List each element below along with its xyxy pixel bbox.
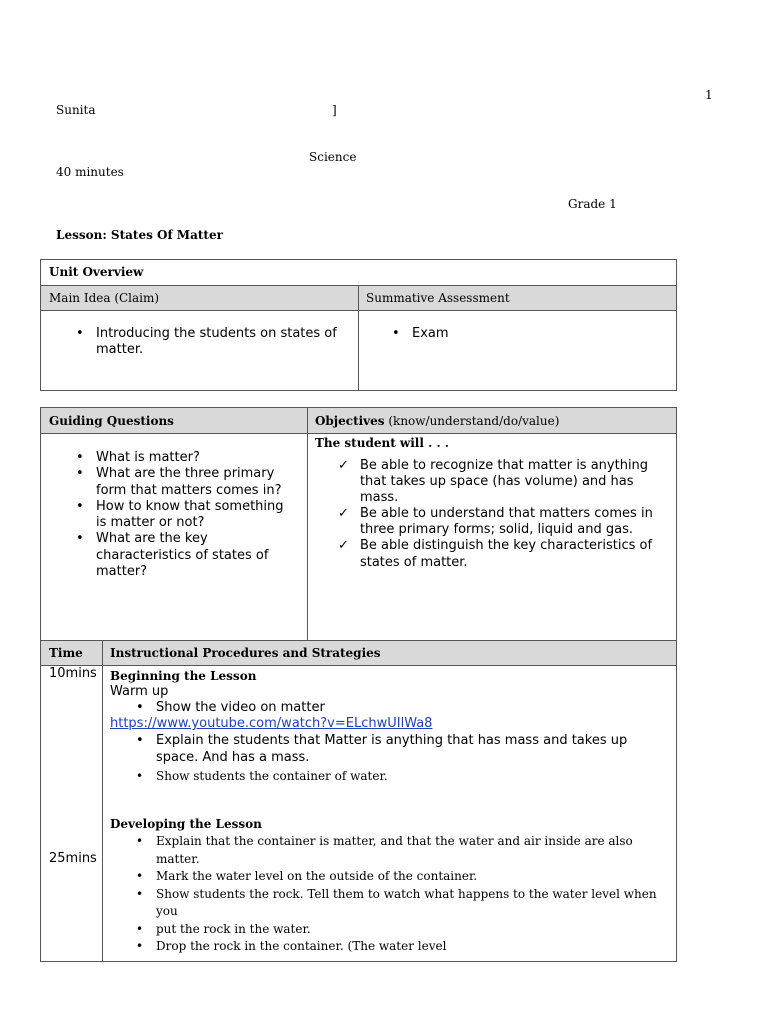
list-item: • Drop the rock in the container. (The water level (156, 938, 666, 956)
bullet-icon: • (76, 326, 84, 341)
objectives-header: Objectives (know/understand/do/value) (314, 414, 560, 428)
list-item: • How to know that something is matter or not? (76, 498, 284, 531)
bullet-icon: • (136, 834, 144, 849)
checkmark-icon: ✓ (337, 458, 349, 473)
bullet-icon: • (136, 700, 144, 715)
unit-overview-title: Unit Overview (49, 265, 144, 279)
main-idea-header: Main Idea (Claim) (49, 291, 160, 305)
lesson-title: Lesson: States Of Matter (56, 228, 223, 242)
guiding-header: Guiding Questions (49, 414, 174, 428)
guiding-questions-cell (41, 434, 308, 641)
video-link[interactable]: https://www.youtube.com/watch?v=ELchwUIlWa8 (110, 716, 433, 732)
summative-cell (359, 311, 677, 391)
main-idea-header-cell (41, 286, 359, 311)
bullet-icon: • (136, 886, 144, 901)
subject: Science (309, 150, 357, 164)
beginning-title: Beginning the Lesson (110, 669, 257, 683)
time-header: Time (49, 646, 83, 660)
list-item: • What is matter? (76, 450, 200, 465)
beginning-list-a (103, 700, 676, 716)
list-item: • Show students the container of water. (136, 768, 388, 783)
objectives-list (308, 450, 676, 571)
bullet-icon: • (136, 921, 144, 936)
time-header-cell (41, 641, 103, 666)
teacher-name: Sunita (56, 103, 96, 117)
guiding-header-cell (41, 408, 308, 434)
developing-title: Developing the Lesson (110, 817, 262, 832)
list-item: • What are the key characteristics of states of matter? (76, 531, 269, 580)
main-idea-cell (41, 311, 359, 391)
list-item: • Show the video on matter (136, 700, 325, 715)
summative-header: Summative Assessment (366, 291, 510, 305)
list-item: • Mark the water level on the outside of the container. (156, 868, 666, 886)
bracket-mark: ] (332, 103, 337, 117)
guiding-questions-list (41, 434, 307, 580)
list-item: • Exam (392, 326, 449, 341)
unit-overview-table (40, 259, 677, 391)
grade: Grade 1 (568, 197, 617, 211)
bullet-icon: • (76, 450, 84, 465)
list-item: ✓ Be able distinguish the key characteristics of states of matter. (337, 538, 653, 570)
bullet-icon: • (76, 498, 84, 514)
bullet-icon: • (76, 466, 84, 482)
time-first: 10mins (49, 666, 97, 681)
beginning-list-b (103, 732, 676, 784)
list-item: • put the rock in the water. (156, 921, 666, 939)
bullet-icon: • (136, 869, 144, 884)
bullet-icon: • (76, 531, 84, 547)
unit-overview-title-cell (41, 260, 677, 286)
list-item: • Introducing the students on states of matter. (76, 326, 337, 357)
objectives-cell (307, 434, 676, 641)
list-item: ✓ Be able to recognize that matter is anything that takes up space (has volume) and has mass. (337, 458, 649, 506)
main-idea-list (41, 311, 358, 358)
video-link-line (103, 716, 676, 732)
checkmark-icon: ✓ (337, 506, 349, 522)
time-cell (41, 666, 103, 962)
list-item: ✓ Be able to understand that matters comes in three primary forms; solid, liquid and gas. (337, 506, 653, 538)
objectives-header-cell (307, 408, 676, 434)
list-item: • Explain the students that Matter is anything that has mass and takes up space. And has a mass. (136, 733, 628, 765)
list-item: • Show students the rock. Tell them to watch what happens to the water level when you (136, 886, 657, 919)
developing-list (103, 832, 676, 956)
bullet-icon: • (136, 768, 144, 783)
lesson-plan-table (40, 407, 677, 962)
bullet-icon: • (136, 733, 144, 749)
bullet-icon: • (136, 939, 144, 954)
list-item: • What are the three primary form that matters comes in? (76, 466, 282, 498)
page-number: 1 (705, 88, 713, 102)
time-second: 25mins (49, 851, 97, 866)
duration: 40 minutes (56, 165, 124, 179)
procedures-header-cell (103, 641, 677, 666)
warmup-label: Warm up (110, 684, 169, 699)
objectives-lead: The student will . . . (314, 436, 449, 450)
bullet-icon: • (392, 326, 400, 341)
list-item: • Explain that the container is matter, and that the water and air inside are also matter. (136, 834, 633, 866)
summative-header-cell (359, 286, 677, 311)
procedures-cell (103, 666, 677, 962)
assessment-list (359, 311, 676, 342)
procedures-header: Instructional Procedures and Strategies (110, 646, 381, 660)
checkmark-icon: ✓ (337, 538, 349, 554)
